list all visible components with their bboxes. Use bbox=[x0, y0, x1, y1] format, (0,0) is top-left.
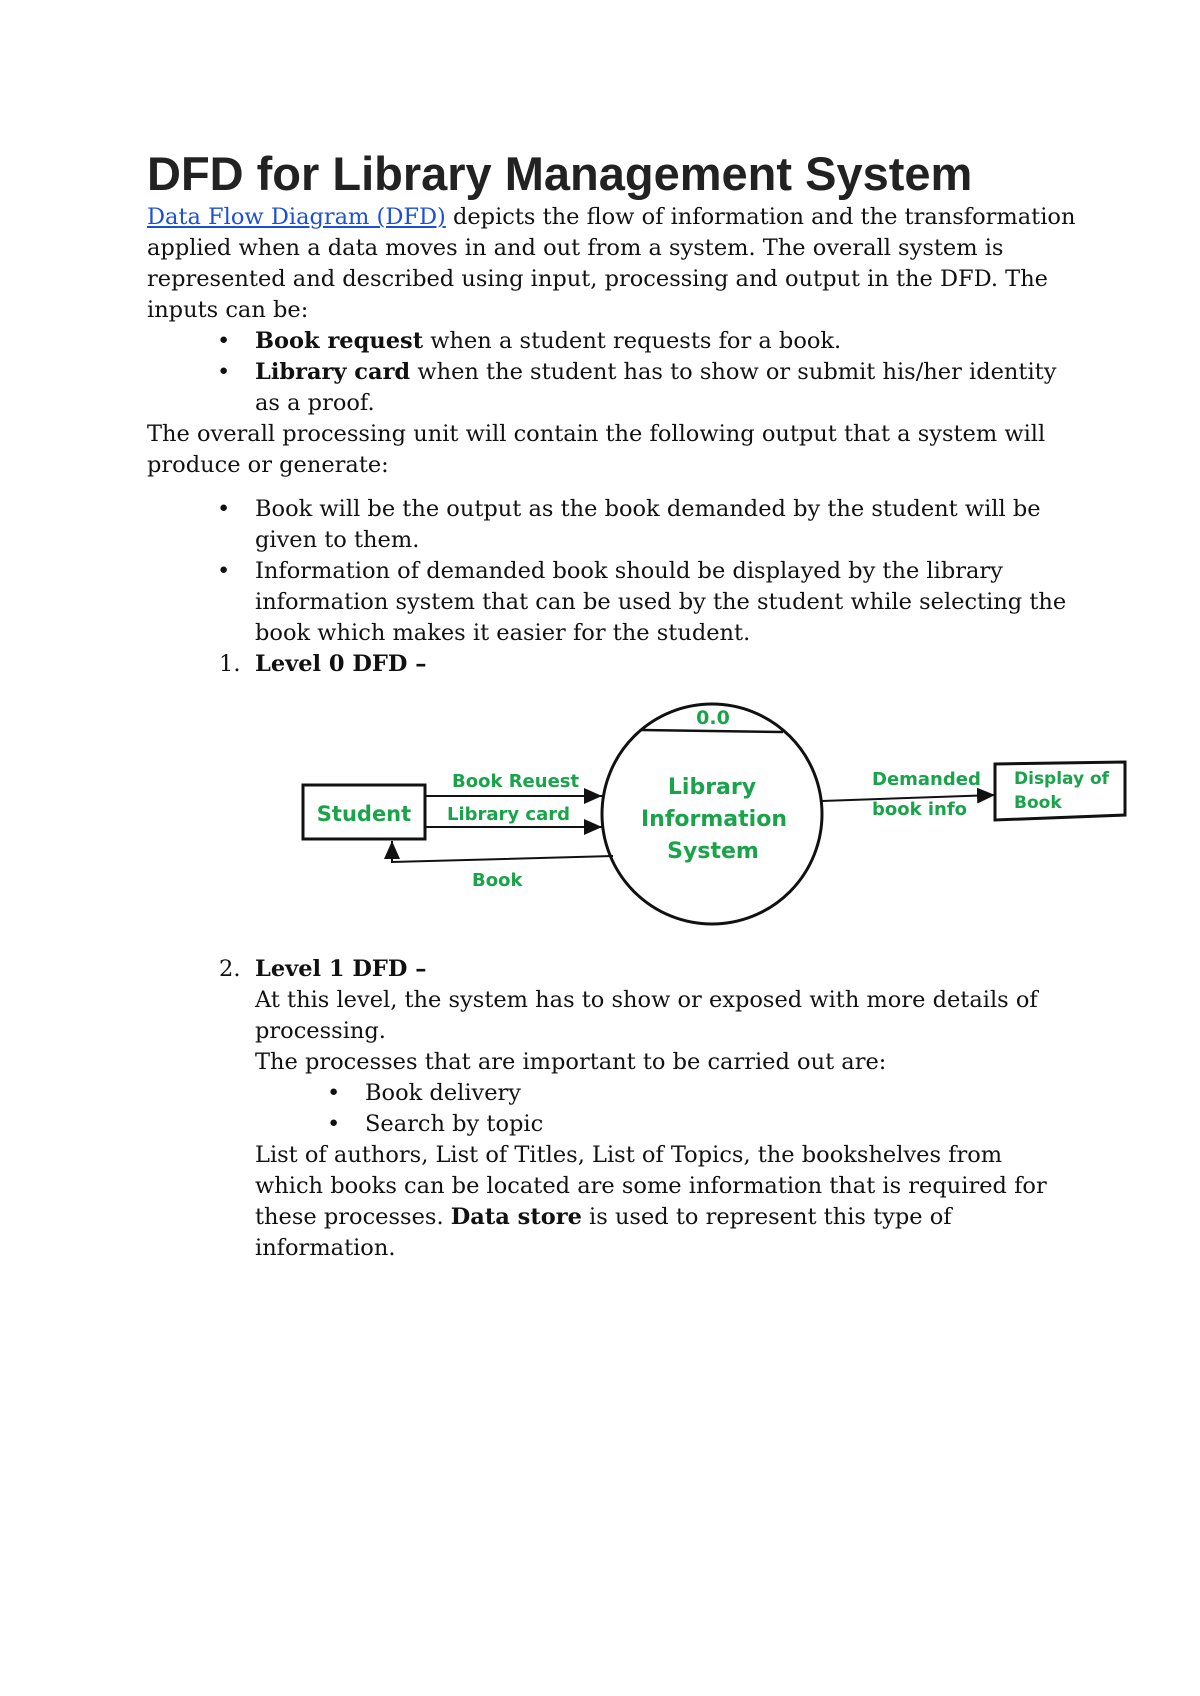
process-label-3: System bbox=[667, 839, 759, 864]
dfd-svg bbox=[147, 680, 1110, 950]
inputs-list bbox=[147, 326, 1077, 419]
list-number: 2. bbox=[219, 956, 241, 982]
level1-text-3a: List of authors, List of Titles, List of Topics, the bookshelves from which books can be located are some information that is required for these processes. bbox=[255, 1142, 1047, 1230]
bullet-icon: • bbox=[327, 1080, 341, 1106]
input-term: Library card bbox=[255, 359, 411, 385]
level1-text-3b: is used to represent this type of information. bbox=[255, 1204, 952, 1261]
processes-list bbox=[147, 1078, 1077, 1140]
input-desc: when a student requests for a book. bbox=[423, 328, 842, 354]
dfd-link[interactable]: Data Flow Diagram (DFD) bbox=[147, 204, 446, 230]
level0-heading bbox=[147, 649, 1077, 680]
bullet-icon: • bbox=[217, 496, 231, 522]
input-desc: when the student has to show or submit his/her identity as a proof. bbox=[255, 359, 1057, 416]
process-label-1: Library bbox=[667, 775, 757, 800]
level1-heading bbox=[147, 954, 1077, 985]
output-intro: The overall processing unit will contain the following output that a system will produce or generate: bbox=[147, 421, 1046, 478]
level1-text-2: The processes that are important to be carried out are: bbox=[255, 1049, 887, 1075]
list-item bbox=[147, 326, 1077, 357]
level0-dfd-diagram bbox=[147, 680, 1110, 950]
process-divider bbox=[641, 730, 783, 732]
bullet-icon: • bbox=[217, 359, 231, 385]
level1-text-1: At this level, the system has to show or exposed with more details of processing. bbox=[255, 987, 1038, 1044]
outputs-list bbox=[147, 494, 1077, 649]
document-page bbox=[147, 146, 1110, 1264]
process-item: Book delivery bbox=[365, 1080, 522, 1106]
intro-paragraph bbox=[147, 202, 1077, 326]
flow-label-library-card: Library card bbox=[447, 804, 571, 825]
student-label: Student bbox=[316, 802, 412, 826]
level1-text-3 bbox=[147, 1140, 1077, 1264]
flow-label-book: Book bbox=[472, 870, 523, 891]
input-term: Book request bbox=[255, 328, 424, 354]
book-return-arrow bbox=[392, 841, 613, 862]
list-item bbox=[147, 556, 1077, 649]
bullet-icon: • bbox=[327, 1111, 341, 1137]
page-title: DFD for Library Management System bbox=[147, 147, 973, 200]
flow-label-demanded-1: Demanded bbox=[872, 769, 981, 790]
output-text: Book will be the output as the book demanded by the student will be given to them. bbox=[255, 496, 1041, 553]
flow-label-book-request: Book Reuest bbox=[452, 771, 580, 792]
list-item bbox=[147, 494, 1077, 556]
list-item bbox=[147, 1109, 1077, 1140]
display-label-1: Display of bbox=[1014, 769, 1110, 789]
list-item bbox=[147, 357, 1077, 419]
process-label-2: Information bbox=[641, 807, 787, 832]
level1-title: Level 1 DFD – bbox=[255, 956, 427, 982]
bullet-icon: • bbox=[217, 558, 231, 584]
list-number: 1. bbox=[219, 651, 241, 677]
bullet-icon: • bbox=[217, 328, 231, 354]
intro-text: depicts the flow of information and the transformation applied when a data moves in and out from a system. The overall system is represented and described using input, processing and output in the DFD. The inputs can be: bbox=[147, 204, 1076, 323]
data-store-term: Data store bbox=[450, 1204, 582, 1230]
flow-label-demanded-2: book info bbox=[872, 799, 968, 820]
output-text: Information of demanded book should be displayed by the library information system that can be used by the student while selecting the book which makes it easier for the student. bbox=[255, 558, 1067, 646]
process-id: 0.0 bbox=[696, 707, 730, 729]
display-label-2: Book bbox=[1014, 793, 1062, 813]
process-item: Search by topic bbox=[365, 1111, 544, 1137]
list-item bbox=[147, 1078, 1077, 1109]
level0-title: Level 0 DFD – bbox=[255, 651, 427, 677]
